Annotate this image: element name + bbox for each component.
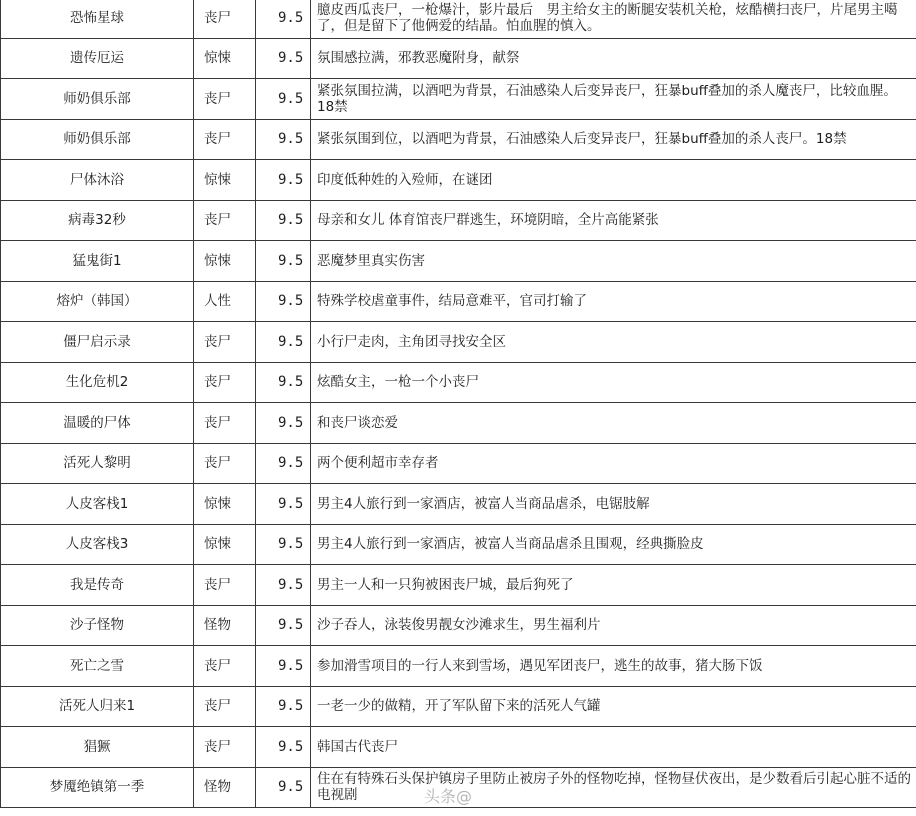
description-cell: 氛围感拉满，邪教恶魔附身，献祭	[311, 38, 916, 79]
table-row	[1, 0, 916, 38]
score-cell: 9.5	[256, 362, 311, 403]
genre-cell: 丧尸	[194, 727, 256, 768]
score-cell: 9.5	[256, 686, 311, 727]
table-row	[1, 281, 916, 322]
score-cell: 9.5	[256, 79, 311, 120]
description-cell: 紧张氛围到位，以酒吧为背景，石油感染人后变异丧尸，狂暴buff叠加的杀人丧尸。18禁	[311, 119, 916, 160]
table-row	[1, 160, 916, 201]
movie-table-body	[1, 0, 916, 808]
table-row	[1, 200, 916, 241]
genre-cell: 人性	[194, 281, 256, 322]
score-cell: 9.5	[256, 403, 311, 444]
description-cell: 男主一人和一只狗被困丧尸城，最后狗死了	[311, 565, 916, 606]
genre-cell: 丧尸	[194, 565, 256, 606]
description-cell: 两个便利超市幸存者	[311, 443, 916, 484]
movie-title-cell: 人皮客栈1	[1, 484, 194, 525]
score-cell: 9.5	[256, 200, 311, 241]
description-cell: 臆皮西瓜丧尸，一枪爆汁，影片最后 男主给女主的断腿安装机关枪，炫酷横扫丧尸，片尾男主噶了，但是留下了他俩爱的结晶。怕血腥的慎入。	[311, 0, 916, 38]
score-cell: 9.5	[256, 281, 311, 322]
description-cell: 一老一少的做精，开了军队留下来的活死人气罐	[311, 686, 916, 727]
genre-cell: 惊悚	[194, 38, 256, 79]
genre-cell: 怪物	[194, 605, 256, 646]
table-row	[1, 241, 916, 282]
score-cell: 9.5	[256, 605, 311, 646]
description-cell: 参加滑雪项目的一行人来到雪场，遇见军团丧尸，逃生的故事，猪大肠下饭	[311, 646, 916, 687]
description-cell: 特殊学校虐童事件，结局意难平，官司打输了	[311, 281, 916, 322]
genre-cell: 怪物	[194, 767, 256, 808]
score-cell: 9.5	[256, 484, 311, 525]
genre-cell: 丧尸	[194, 686, 256, 727]
movie-title-cell: 活死人黎明	[1, 443, 194, 484]
score-cell: 9.5	[256, 0, 311, 38]
table-row	[1, 727, 916, 768]
table-row	[1, 403, 916, 444]
score-cell: 9.5	[256, 767, 311, 808]
movie-title-cell: 僵尸启示录	[1, 322, 194, 363]
score-cell: 9.5	[256, 646, 311, 687]
genre-cell: 丧尸	[194, 79, 256, 120]
movie-title-cell: 活死人归来1	[1, 686, 194, 727]
score-cell: 9.5	[256, 565, 311, 606]
movie-title-cell: 温暖的尸体	[1, 403, 194, 444]
description-cell: 和丧尸谈恋爱	[311, 403, 916, 444]
genre-cell: 丧尸	[194, 403, 256, 444]
score-cell: 9.5	[256, 241, 311, 282]
score-cell: 9.5	[256, 322, 311, 363]
score-cell: 9.5	[256, 727, 311, 768]
movie-title-cell: 师奶俱乐部	[1, 119, 194, 160]
description-cell: 小行尸走肉，主角团寻找安全区	[311, 322, 916, 363]
table-row	[1, 38, 916, 79]
table-row	[1, 524, 916, 565]
description-cell: 住在有特殊石头保护镇房子里防止被房子外的怪物吃掉，怪物昼伏夜出，是少数看后引起心脏不适的电视剧	[311, 767, 916, 808]
movie-title-cell: 尸体沐浴	[1, 160, 194, 201]
movie-title-cell: 病毒32秒	[1, 200, 194, 241]
genre-cell: 丧尸	[194, 362, 256, 403]
table-row	[1, 322, 916, 363]
table-row	[1, 79, 916, 120]
description-cell: 印度低种姓的入殓师，在谜团	[311, 160, 916, 201]
genre-cell: 惊悚	[194, 524, 256, 565]
table-row	[1, 686, 916, 727]
table-row	[1, 646, 916, 687]
table-row	[1, 484, 916, 525]
movie-title-cell: 梦魇绝镇第一季	[1, 767, 194, 808]
movie-title-cell: 人皮客栈3	[1, 524, 194, 565]
movie-title-cell: 遗传厄运	[1, 38, 194, 79]
table-row	[1, 565, 916, 606]
description-cell: 男主4人旅行到一家酒店，被富人当商品虐杀，电锯肢解	[311, 484, 916, 525]
description-cell: 恶魔梦里真实伤害	[311, 241, 916, 282]
genre-cell: 丧尸	[194, 443, 256, 484]
description-cell: 韩国古代丧尸	[311, 727, 916, 768]
table-row	[1, 119, 916, 160]
movie-title-cell: 生化危机2	[1, 362, 194, 403]
movie-title-cell: 师奶俱乐部	[1, 79, 194, 120]
movie-title-cell: 猛鬼街1	[1, 241, 194, 282]
score-cell: 9.5	[256, 443, 311, 484]
movie-title-cell: 恐怖星球	[1, 0, 194, 38]
genre-cell: 丧尸	[194, 322, 256, 363]
score-cell: 9.5	[256, 38, 311, 79]
movie-title-cell: 我是传奇	[1, 565, 194, 606]
genre-cell: 丧尸	[194, 119, 256, 160]
movie-title-cell: 沙子怪物	[1, 605, 194, 646]
movie-title-cell: 猖獗	[1, 727, 194, 768]
description-cell: 沙子吞人，泳装俊男靓女沙滩求生，男生福利片	[311, 605, 916, 646]
movie-title-cell: 死亡之雪	[1, 646, 194, 687]
genre-cell: 丧尸	[194, 646, 256, 687]
score-cell: 9.5	[256, 119, 311, 160]
table-row	[1, 767, 916, 808]
description-cell: 紧张氛围拉满，以酒吧为背景，石油感染人后变异丧尸，狂暴buff叠加的杀人魔丧尸，比较血腥。18禁	[311, 79, 916, 120]
genre-cell: 惊悚	[194, 241, 256, 282]
description-cell: 炫酷女主，一枪一个小丧尸	[311, 362, 916, 403]
table-row	[1, 362, 916, 403]
movie-title-cell: 熔炉（韩国）	[1, 281, 194, 322]
genre-cell: 惊悚	[194, 484, 256, 525]
description-cell: 母亲和女儿 体育馆丧尸群逃生，环境阴暗，全片高能紧张	[311, 200, 916, 241]
watermark: 头条@	[424, 787, 473, 806]
genre-cell: 丧尸	[194, 0, 256, 38]
table-row	[1, 605, 916, 646]
description-cell: 男主4人旅行到一家酒店，被富人当商品虐杀且围观，经典撕脸皮	[311, 524, 916, 565]
table-row	[1, 443, 916, 484]
score-cell: 9.5	[256, 524, 311, 565]
genre-cell: 丧尸	[194, 200, 256, 241]
genre-cell: 惊悚	[194, 160, 256, 201]
score-cell: 9.5	[256, 160, 311, 201]
